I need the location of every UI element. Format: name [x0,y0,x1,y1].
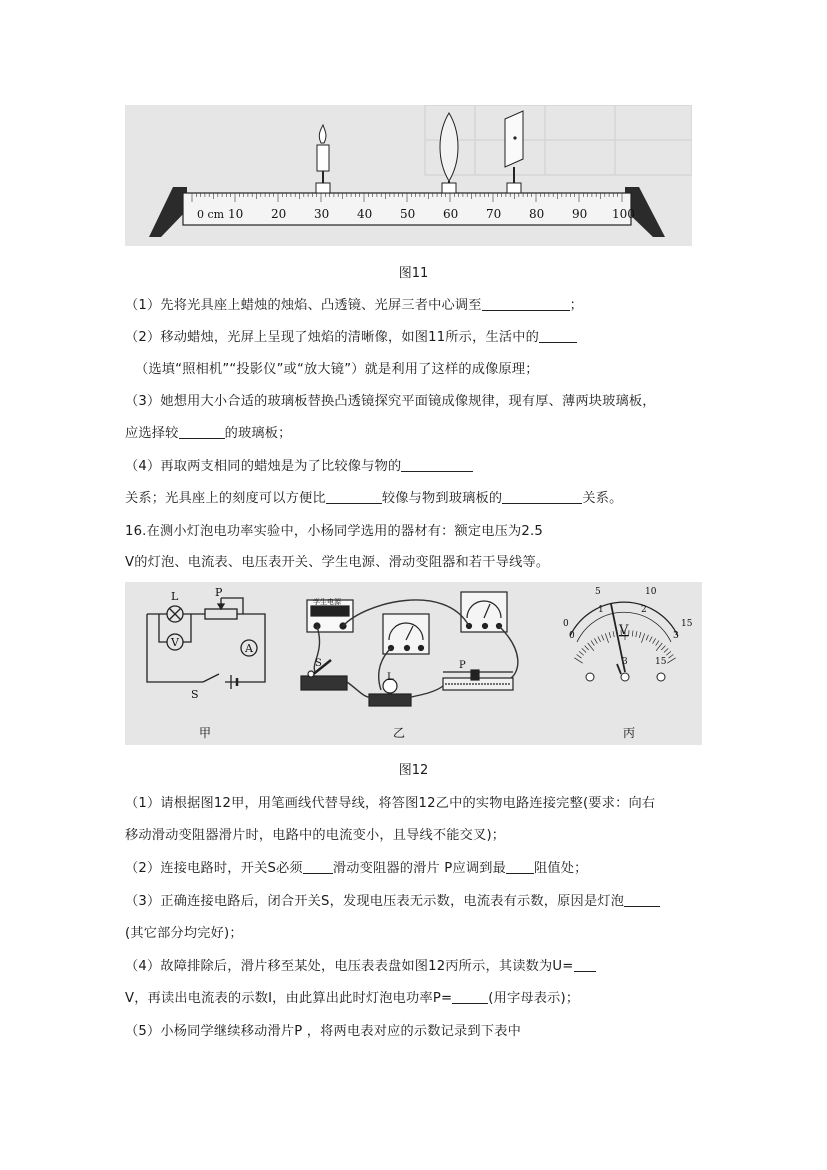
figure-12-circuit [125,582,702,745]
ruler-label: 40 [357,207,373,221]
q16-part4-cont: V，再读出电流表的示数I，由此算出此时灯泡电功率P= (用字母表示)； [125,991,580,1006]
dial-tick [613,631,614,637]
dial-outer-15: 15 [681,619,693,629]
yi-label-P: P [459,660,466,671]
circuit-label-L: L [171,590,179,603]
dial-tick [636,631,637,637]
answer-blank[interactable] [624,892,660,907]
q16-part3-cont: (其它部分均完好)； [125,926,243,941]
circuit-label-V: V [171,636,179,649]
dial-outer-5: 5 [595,587,601,597]
answer-blank[interactable] [326,489,382,504]
dial-tick [641,633,644,642]
ruler-unit: 0 cm [197,208,225,221]
dial-tick [632,631,633,637]
ruler-label: 80 [529,207,545,221]
light-screen-icon [505,111,523,193]
dial-inner-0: 0 [569,631,575,641]
physical-circuit-yi [301,592,518,706]
dial-tick [574,658,582,663]
q16-part4: （4）故障排除后，滑片移至某处，电压表表盘如图12丙所示，其读数为U= [125,955,596,974]
lamp-icon [369,679,411,706]
figure-12-label-yi: 乙 [393,726,406,740]
answer-blank[interactable] [502,489,582,504]
dial-tick [653,638,656,643]
ruler-label: 100 [612,207,635,221]
candle-icon [316,125,330,193]
figure-12-caption: 图12 [398,763,429,778]
dial-tick [669,655,674,659]
figure-11-optical-bench [125,105,692,246]
answer-blank[interactable] [452,989,488,1004]
dial-tick [577,655,582,659]
dial-inner-2: 2 [641,605,647,615]
dial-tick [585,646,589,650]
rheostat-icon [443,670,513,690]
figure-11-caption: 图11 [398,266,429,281]
dial-outer-0: 0 [563,619,569,629]
dial-tick [594,638,597,643]
dial-tick [661,646,665,650]
dial-inner-3: 3 [673,631,679,641]
circuit-label-A: A [245,642,253,655]
yi-label-L: L [387,672,394,683]
figure-12-label-jia: 甲 [199,726,212,740]
q15-part1: （1）先将光具座上蜡烛的烛焰、凸透镜、光屏三者中心调至 ； [125,298,584,313]
q16-part3: （3）正确连接电路后，闭合开关S，发现电压表无示数，电流表有示数，原因是灯泡 [125,890,660,909]
circuit-label-P: P [215,586,223,599]
q16-intro-line2: V的灯泡、电流表、电压表开关、学生电源、滑动变阻器和若干导线等。 [125,555,550,570]
ruler-label: 50 [400,207,416,221]
answer-blank[interactable] [539,328,577,343]
q16-part2: （2）连接电路时，开关S必须 滑动变阻器的滑片 P应调到最 阻值处； [125,861,588,876]
q16-part1-cont: 移动滑动变阻器滑片时，电路中的电流变小，且导线不能交叉)； [125,828,506,843]
answer-blank[interactable] [482,296,570,311]
terminal-15: 15 [655,657,667,667]
dial-tick [602,635,604,641]
q16-intro-line1: 16.在测小灯泡电功率实验中，小杨同学选用的器材有：额定电压为2.5 [125,524,543,539]
dial-tick [656,641,659,646]
dial-tick [579,651,584,655]
dial-tick [598,636,601,641]
voltmeter-icon [383,614,429,654]
terminal-3: 3 [622,657,628,667]
dial-tick [609,632,611,638]
answer-blank[interactable] [303,859,333,874]
q15-part4-cont: 关系；光具座上的刻度可以方便比 较像与物到玻璃板的 关系。 [125,491,623,506]
q15-part4: （4）再取两支相同的蜡烛是为了比较像与物的 [125,455,473,474]
switch-icon [301,660,347,690]
dial-tick [582,648,586,652]
dial-tick [666,651,671,655]
ruler-label: 20 [271,207,287,221]
ruler-label: 70 [486,207,502,221]
dial-inner-1: 1 [598,605,604,615]
q16-part5: （5）小杨同学继续移动滑片P ，将两电表对应的示数记录到下表中 [125,1024,521,1039]
dial-tick [639,632,641,638]
q15-part3-cont: 应选择较 的玻璃板； [125,426,292,441]
answer-blank[interactable] [506,859,534,874]
answer-blank[interactable] [401,457,473,472]
answer-blank[interactable] [179,424,225,439]
dial-unit: V [619,623,629,638]
ruler-label: 90 [572,207,588,221]
dial-tick [646,635,648,641]
dial-tick [649,636,652,641]
dial-tick [667,658,675,663]
circuit-label-S: S [191,688,199,701]
dial-outer-10: 10 [645,587,657,597]
left-stand-icon [149,187,187,237]
figure-12-label-bing: 丙 [623,726,636,740]
convex-lens-icon [440,113,458,193]
ruler-label: 30 [314,207,330,221]
voltmeter-dial-bing [570,602,678,681]
ammeter-icon [461,592,507,632]
ruler-label: 10 [228,207,244,221]
dial-tick [605,633,608,642]
power-supply-label: 学生电源 [313,598,341,606]
q15-part2-options: （选填“照相机”“投影仪”或“放大镜”）就是利用了这样的成像原理； [135,362,539,377]
ruler-label: 60 [443,207,459,221]
dial-tick [664,648,668,652]
yi-label-S: S [315,658,322,669]
q15-part3: （3）她想用大小合适的玻璃板替换凸透镜探究平面镜成像规律，现有厚、薄两块玻璃板， [125,394,656,409]
q15-part2: （2）移动蜡烛，光屏上呈现了烛焰的清晰像，如图11所示，生活中的 [125,326,577,345]
q16-part1: （1）请根据图12甲，用笔画线代替导线，将答图12乙中的实物电路连接完整(要求：向右 [125,796,656,811]
answer-blank[interactable] [574,957,596,972]
dial-tick [591,641,594,646]
